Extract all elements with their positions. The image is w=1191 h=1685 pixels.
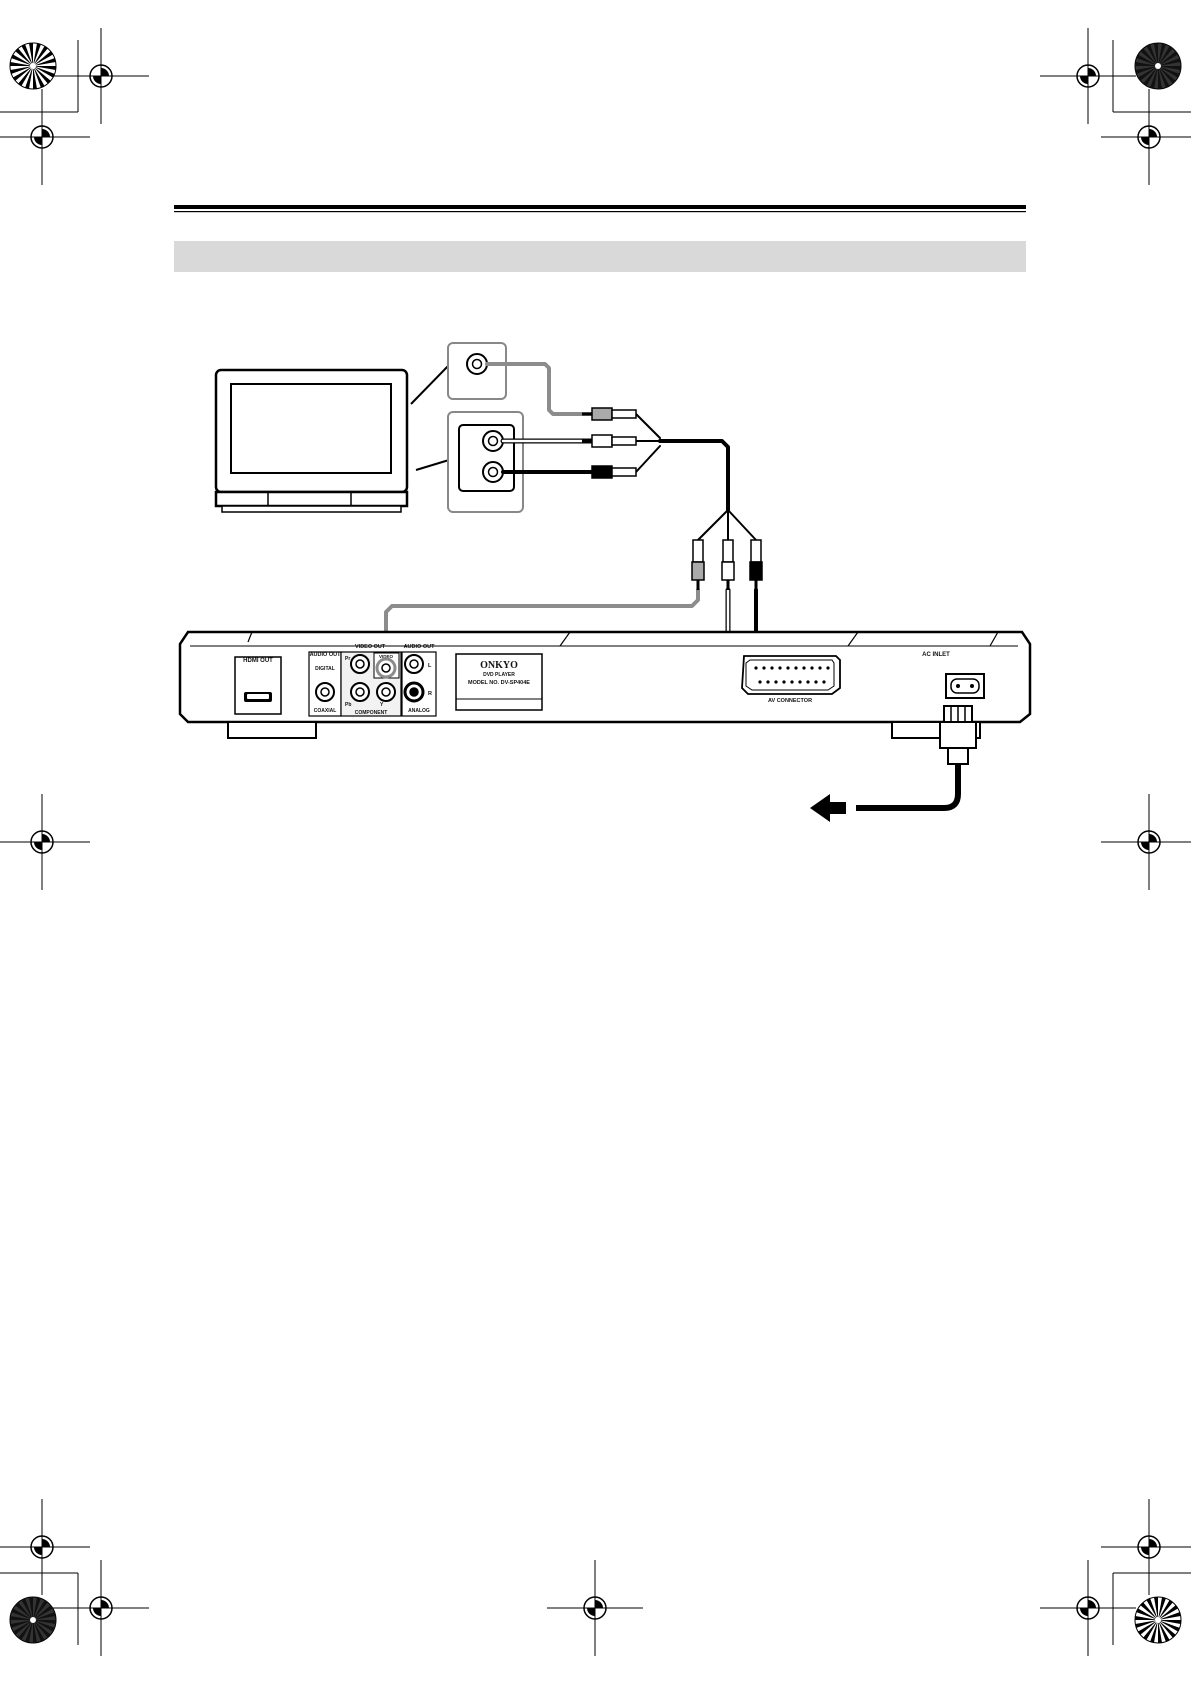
cable-bundle [660, 441, 728, 510]
model-label: MODEL NO. DV-SP404E [468, 680, 530, 686]
audio-left-plug [722, 540, 734, 590]
color-wheel-icon [1135, 1597, 1181, 1643]
video-plug [582, 408, 636, 420]
audio-right-plug [750, 540, 762, 590]
television [216, 370, 407, 512]
dvd-player [180, 632, 1030, 738]
digital-label: DIGITAL [315, 666, 335, 672]
model-plate [456, 654, 542, 710]
component-label: COMPONENT [354, 710, 388, 716]
coaxial-label: COAXIAL [313, 708, 337, 714]
video-label: VIDEO [378, 654, 394, 659]
header-rule [174, 205, 1026, 209]
registration-mark-icon [1040, 28, 1136, 124]
audio-out-analog-label: AUDIO OUT [403, 644, 435, 650]
power-arrow-icon [810, 794, 846, 822]
brand-logo: ONKYO [480, 660, 518, 671]
registration-mark-icon [1040, 1560, 1136, 1656]
pb-label: Pb [345, 702, 352, 708]
digital-audio-out-port [309, 652, 341, 716]
product-label: DVD PLAYER [483, 672, 515, 678]
l-label: L [428, 663, 432, 669]
registration-mark-icon [0, 794, 90, 890]
video-plug [692, 540, 704, 590]
ac-inlet-label: AC INLET [922, 652, 950, 658]
tv-audio-input-callout [416, 412, 523, 512]
section-band [174, 241, 1026, 272]
registration-mark-icon [53, 28, 149, 124]
registration-mark-icon [1101, 794, 1191, 890]
color-wheel-icon [1135, 43, 1181, 89]
r-label: R [428, 691, 432, 697]
audio-out-digital-label: AUDIO OUT [309, 652, 341, 658]
hdmi-out-label: HDMI OUT [243, 658, 273, 664]
color-wheel-icon [10, 43, 56, 89]
hdmi-out-port [235, 657, 281, 714]
header-rule-thin [174, 211, 1026, 212]
rca-plugs-player [692, 540, 762, 590]
pr-label: Pr [345, 656, 351, 662]
audio-right-plug [582, 466, 636, 478]
registration-mark-icon [53, 1560, 149, 1656]
video-out-label: VIDEO OUT [355, 644, 386, 650]
registration-mark-icon [0, 89, 90, 185]
registration-mark-icon [547, 1560, 643, 1656]
registration-mark-icon [1101, 89, 1191, 185]
av-connector-label: AV CONNECTOR [767, 698, 813, 704]
registration-mark-icon [0, 1499, 90, 1595]
analog-audio-out-ports [402, 644, 436, 716]
registration-mark-icon [1101, 1499, 1191, 1595]
video-out-ports [341, 644, 401, 716]
crop-marks [0, 40, 1191, 1645]
color-wheel-icon [10, 1597, 56, 1643]
tv-video-input-callout [411, 343, 506, 404]
analog-label: ANALOG [408, 708, 430, 714]
y-label: Y [380, 702, 384, 708]
audio-left-plug [582, 435, 636, 447]
